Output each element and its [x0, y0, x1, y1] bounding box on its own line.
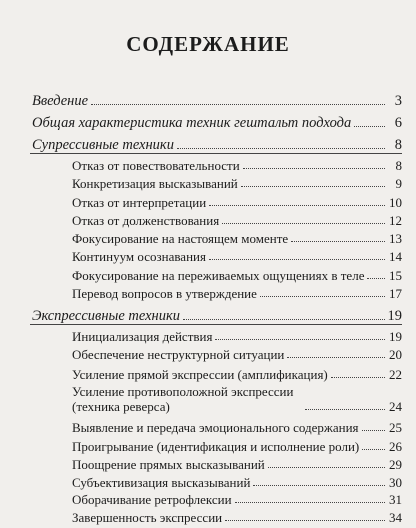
- toc-subentry[interactable]: [72, 231, 402, 246]
- toc-entry-label: Субъективизация высказываний: [72, 475, 251, 491]
- toc-subentry[interactable]: [72, 195, 402, 210]
- dot-leader: [354, 125, 385, 127]
- toc-entry-page: 10: [389, 194, 402, 210]
- toc-subentry[interactable]: [72, 439, 402, 454]
- toc-entry-label: Усиление прямой экспрессии (амплификация): [72, 366, 328, 382]
- toc-subentry[interactable]: [72, 213, 402, 228]
- dot-leader: [243, 167, 385, 169]
- dot-leader: [91, 103, 385, 105]
- toc-entry-label: Поощрение прямых высказываний: [72, 456, 265, 472]
- toc-entry-page: 9: [395, 176, 402, 192]
- dot-leader: [260, 295, 385, 297]
- toc-subentry[interactable]: [72, 492, 402, 507]
- toc-entry-label: Завершенность экспрессии: [72, 509, 223, 525]
- dot-leader: [268, 466, 385, 468]
- toc-subentry[interactable]: [72, 268, 402, 283]
- toc-entry-page: 15: [389, 267, 402, 283]
- dot-leader: [215, 338, 385, 340]
- dot-leader: [253, 484, 385, 486]
- toc-entry-page: 30: [389, 475, 402, 491]
- toc-entry-page: 8: [395, 158, 402, 174]
- toc-subentry[interactable]: [72, 249, 402, 264]
- toc-entry-page: 25: [389, 420, 402, 436]
- page-title: СОДЕРЖАНИЕ: [126, 32, 290, 56]
- toc-entry-page: 22: [389, 366, 402, 382]
- toc-subentry[interactable]: [72, 329, 402, 344]
- dot-leader: [235, 501, 385, 503]
- toc-entry-label: Выявление и передача эмоционального содержания: [72, 420, 359, 436]
- toc-entry-page: 3: [394, 92, 402, 109]
- dot-leader: [291, 240, 385, 242]
- toc-entry-label: Усиление противоположной экспрессии (техника реверса): [72, 383, 294, 414]
- toc-entry-overview[interactable]: [32, 116, 402, 131]
- toc-entry-page: 12: [389, 212, 402, 228]
- toc-subentry[interactable]: [72, 176, 402, 191]
- toc-entry-label: Введение: [32, 92, 89, 109]
- dot-leader: [305, 408, 385, 410]
- toc-entry-label: Супрессивные техники: [32, 137, 174, 153]
- toc-subentry[interactable]: [72, 158, 402, 173]
- toc-entry-page: 29: [389, 456, 402, 472]
- toc-entry-page: 6: [394, 114, 402, 131]
- toc-entry-label: Проигрывание (идентификация и исполнение роли): [72, 438, 360, 454]
- dot-leader: [241, 185, 385, 187]
- toc-subentry[interactable]: [72, 286, 402, 301]
- toc-entry-label: Отказ от долженствования: [72, 212, 220, 228]
- toc-subentry[interactable]: [72, 457, 402, 472]
- toc-entry-page: 24: [389, 398, 402, 414]
- toc-entry-label: Инициализация действия: [72, 329, 213, 345]
- dot-leader: [367, 277, 385, 279]
- toc-entry-label: Континуум осознавания: [72, 249, 206, 265]
- toc-entry-label: Отказ от повествовательности: [72, 158, 240, 174]
- dot-leader: [362, 448, 385, 450]
- toc-entry-page: 17: [389, 285, 402, 301]
- dot-leader: [209, 204, 385, 206]
- toc-entry-page: 26: [389, 438, 402, 454]
- toc-subentry[interactable]: [72, 384, 402, 414]
- toc-subentry[interactable]: [72, 475, 402, 490]
- toc-entry-page: 19: [387, 307, 402, 324]
- toc-entry-label: Оборачивание ретрофлексии: [72, 492, 232, 508]
- dot-leader: [225, 519, 385, 521]
- toc-entry-page: 14: [389, 249, 402, 265]
- dot-leader: [222, 222, 385, 224]
- toc-entry-label: Экспрессивные техники: [32, 307, 181, 324]
- toc-entry-page: 20: [389, 347, 402, 363]
- toc-entry-introduction[interactable]: [32, 94, 402, 109]
- toc-entry-label: Перевод вопросов в утверждение: [72, 285, 257, 301]
- toc-entry-page: 8: [394, 137, 402, 153]
- dot-leader: [362, 429, 385, 431]
- dot-leader: [177, 147, 385, 149]
- toc-subentry[interactable]: [72, 367, 402, 382]
- toc-entry-expressive[interactable]: [32, 309, 402, 324]
- separator-line: [30, 153, 402, 154]
- dot-leader: [287, 356, 385, 358]
- toc-entry-label: Фокусирование на переживаемых ощущениях в теле: [72, 267, 365, 283]
- toc-entry-label: Обеспечение неструктурной ситуации: [72, 347, 285, 363]
- dot-leader: [331, 376, 385, 378]
- toc-entry-page: 19: [389, 329, 402, 345]
- toc-entry-page: 31: [389, 492, 402, 508]
- toc-subentry[interactable]: [72, 510, 402, 525]
- dot-leader: [183, 318, 384, 320]
- toc-entry-label: Общая характеристика техник гештальт подхода: [32, 114, 352, 131]
- separator-line: [30, 324, 402, 325]
- dot-leader: [209, 258, 385, 260]
- toc-entry-label: Конкретизация высказываний: [72, 176, 238, 192]
- toc-entry-page: 13: [389, 231, 402, 247]
- toc-entry-suppressive[interactable]: [32, 138, 402, 153]
- toc-entry-label: Фокусирование на настоящем моменте: [72, 231, 289, 247]
- toc-subentry[interactable]: [72, 420, 402, 435]
- toc-subentry[interactable]: [72, 347, 402, 362]
- toc-entry-page: 34: [389, 509, 402, 525]
- toc-entry-label: Отказ от интерпретации: [72, 194, 207, 210]
